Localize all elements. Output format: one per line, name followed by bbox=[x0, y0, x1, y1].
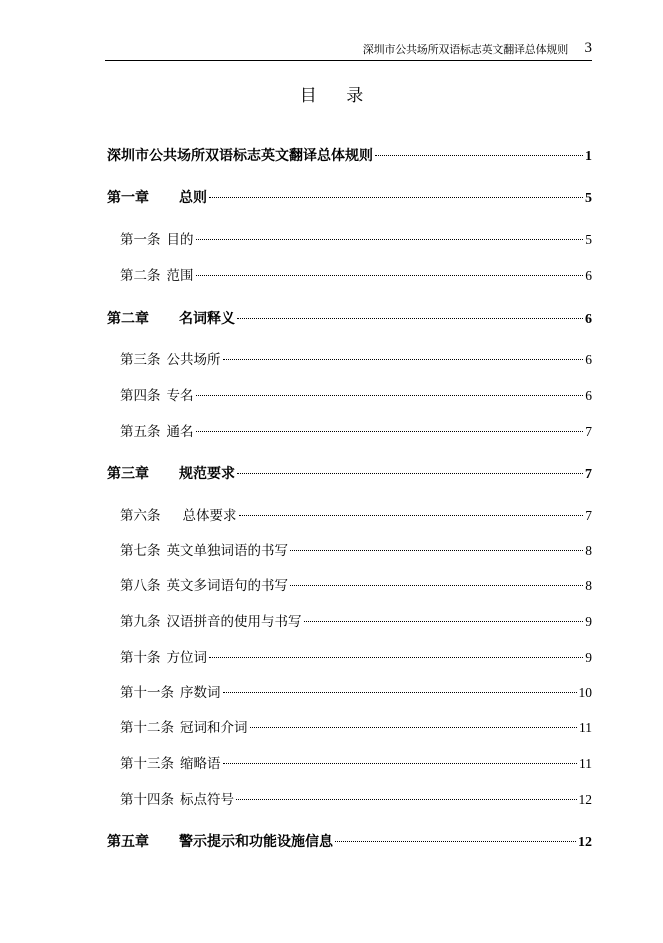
toc-page-number: 11 bbox=[579, 720, 592, 735]
toc-page-number: 9 bbox=[585, 650, 592, 665]
toc-entry-article[interactable] bbox=[120, 541, 592, 561]
toc-dot-leader bbox=[196, 395, 584, 396]
toc-dot-leader bbox=[237, 318, 583, 319]
toc-dot-leader bbox=[304, 621, 584, 622]
toc-dot-leader bbox=[223, 359, 584, 360]
toc-entry-article[interactable] bbox=[120, 350, 592, 370]
toc-entry-article[interactable] bbox=[120, 230, 592, 250]
toc-entry-number: 第六条 bbox=[120, 508, 161, 524]
toc-entry-title: 警示提示和功能设施信息 bbox=[179, 834, 333, 850]
toc-entry-title: 规范要求 bbox=[179, 466, 235, 482]
toc-dot-leader bbox=[196, 239, 584, 240]
toc-entry-article[interactable] bbox=[120, 754, 592, 774]
toc-entry-title: 英文多词语句的书写 bbox=[166, 578, 288, 594]
toc-entry-article[interactable] bbox=[120, 718, 592, 738]
toc-entry-title: 标点符号 bbox=[180, 792, 234, 808]
toc-title: 目 录 bbox=[299, 86, 376, 106]
toc-page-number: 6 bbox=[585, 268, 592, 283]
toc-entry-number: 第二章 bbox=[107, 311, 149, 327]
toc-page-number: 6 bbox=[585, 352, 592, 367]
toc-entry-title: 专名 bbox=[166, 388, 194, 404]
toc-page-number: 8 bbox=[585, 543, 592, 558]
toc-entry-number: 第三条 bbox=[120, 352, 161, 368]
toc-entry-number: 第十二条 bbox=[120, 720, 174, 736]
header-page-number: 3 bbox=[584, 40, 592, 56]
toc-dot-leader bbox=[290, 585, 583, 586]
toc-entry-chapter[interactable] bbox=[107, 309, 592, 329]
toc-page-number: 5 bbox=[585, 232, 592, 247]
toc-entry-article[interactable] bbox=[120, 422, 592, 442]
toc-entry-title: 名词释义 bbox=[179, 311, 235, 327]
toc-dot-leader bbox=[290, 550, 583, 551]
toc-entry-article[interactable] bbox=[120, 790, 592, 810]
toc-entry-number: 第十三条 bbox=[120, 756, 174, 772]
toc-entry-number: 第二条 bbox=[120, 268, 161, 284]
toc-entry-title: 范围 bbox=[166, 268, 194, 284]
toc-entry-title: 总体要求 bbox=[182, 508, 237, 524]
toc-page-number: 5 bbox=[585, 191, 592, 206]
toc-page-number: 7 bbox=[585, 467, 592, 482]
toc-page-number: 11 bbox=[579, 756, 592, 771]
toc-entry-title: 序数词 bbox=[180, 685, 221, 701]
toc-entry-chapter[interactable] bbox=[107, 188, 592, 208]
toc-page-number: 1 bbox=[585, 149, 592, 164]
toc-page-number: 9 bbox=[585, 614, 592, 629]
toc-entry-number: 第一章 bbox=[107, 190, 149, 206]
toc-entry-title: 公共场所 bbox=[166, 352, 221, 368]
toc-page-number: 12 bbox=[578, 835, 592, 850]
toc-page-number: 7 bbox=[585, 424, 592, 439]
toc-entry-chapter[interactable] bbox=[107, 832, 592, 852]
toc-entry-number: 第八条 bbox=[120, 578, 161, 594]
toc-entry-chapter[interactable] bbox=[107, 464, 592, 484]
toc-dot-leader bbox=[239, 515, 584, 516]
toc-entry-title: 目的 bbox=[166, 232, 194, 248]
toc-page-number: 7 bbox=[585, 508, 592, 523]
toc-entry-title: 深圳市公共场所双语标志英文翻译总体规则 bbox=[107, 148, 373, 164]
toc-entry-number: 第五章 bbox=[107, 834, 149, 850]
toc-page-number: 10 bbox=[578, 685, 592, 700]
toc-dot-leader bbox=[209, 197, 583, 198]
toc-dot-leader bbox=[335, 841, 576, 842]
toc-entry-number: 第三章 bbox=[107, 466, 149, 482]
toc-dot-leader bbox=[375, 155, 583, 156]
toc-entry-number: 第十一条 bbox=[120, 685, 174, 701]
toc-entry-title: 汉语拼音的使用与书写 bbox=[166, 614, 302, 630]
running-header bbox=[105, 38, 592, 61]
toc-entry-title: 方位词 bbox=[166, 650, 207, 666]
toc-entry-article[interactable] bbox=[120, 648, 592, 668]
toc-entry-article[interactable] bbox=[120, 683, 592, 703]
toc-dot-leader bbox=[196, 275, 584, 276]
toc-entry-number: 第十条 bbox=[120, 650, 161, 666]
toc-entry-article[interactable] bbox=[120, 266, 592, 286]
toc-entry-number: 第一条 bbox=[120, 232, 161, 248]
toc-page-number: 12 bbox=[578, 792, 592, 807]
header-title: 深圳市公共场所双语标志英文翻译总体规则 bbox=[362, 43, 568, 56]
toc-dot-leader bbox=[223, 692, 577, 693]
toc-dot-leader bbox=[223, 763, 578, 764]
toc-entry-title: 总则 bbox=[179, 190, 207, 206]
toc-entry-number: 第九条 bbox=[120, 614, 161, 630]
toc-dot-leader bbox=[236, 799, 577, 800]
toc-entry-title: 通名 bbox=[166, 424, 194, 440]
toc-entry-article[interactable] bbox=[120, 506, 592, 526]
toc-entry-number: 第五条 bbox=[120, 424, 161, 440]
toc-dot-leader bbox=[209, 657, 583, 658]
toc-entry-title: 英文单独词语的书写 bbox=[166, 543, 288, 559]
toc-entry-article[interactable] bbox=[120, 612, 592, 632]
toc-entry-document[interactable] bbox=[107, 146, 592, 166]
toc-entry-number: 第十四条 bbox=[120, 792, 174, 808]
toc-entry-article[interactable] bbox=[120, 576, 592, 596]
toc-entry-number: 第四条 bbox=[120, 388, 161, 404]
toc-entry-title: 冠词和介词 bbox=[180, 720, 248, 736]
toc-page-number: 8 bbox=[585, 578, 592, 593]
toc-page-number: 6 bbox=[585, 312, 592, 327]
toc-dot-leader bbox=[196, 431, 584, 432]
toc-dot-leader bbox=[250, 727, 578, 728]
toc-entry-article[interactable] bbox=[120, 386, 592, 406]
toc-entry-title: 缩略语 bbox=[180, 756, 221, 772]
toc-dot-leader bbox=[237, 473, 583, 474]
toc-page-number: 6 bbox=[585, 388, 592, 403]
toc-entry-number: 第七条 bbox=[120, 543, 161, 559]
